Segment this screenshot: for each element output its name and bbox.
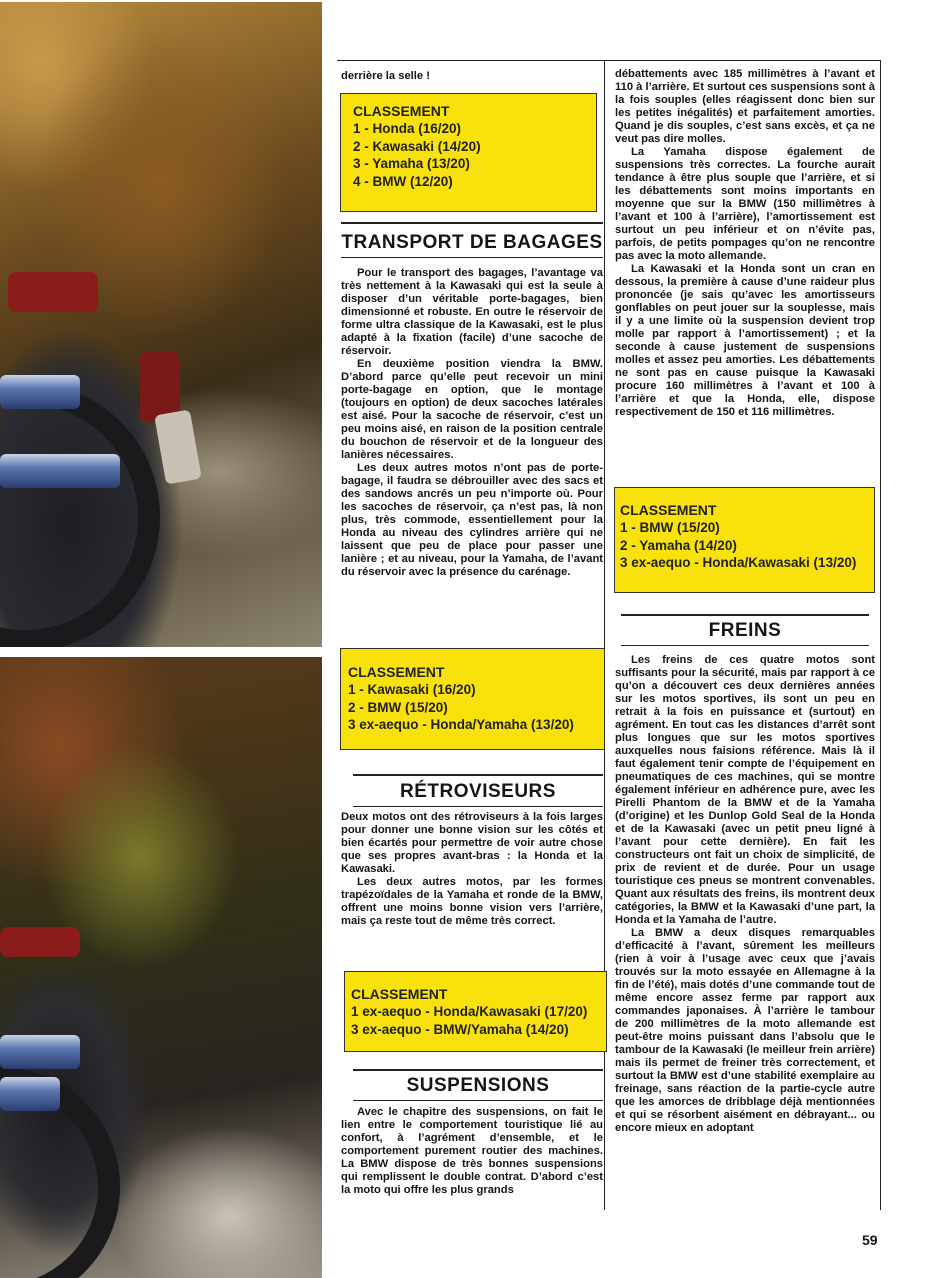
classement-title: CLASSEMENT (353, 103, 450, 119)
heading-text: TRANSPORT DE BAGAGES (341, 231, 603, 253)
ranking-item: 4 - BMW (12/20) (353, 173, 453, 189)
paragraph: La BMW a deux disques remarquables d’efficacité à l’avant, sûrement les meilleurs (rien à voir à l’usage avec ceux que j’avais trouvés sur la moto essayée en Allemagne à la fin de l’été), mais dotés d’une commande tout de même encore assez ferme par rapport aux commandes japonaises. À l’arrière le tambour de 200 millimètres de la moto allemande est peut-être moins puissant dans l’absolu que le tambour de la Kawasaki (le meilleur frein arrière) mais ils permet de freiner très correctement, et surtout la BMW est d’une stabilité exemplaire au freinage, sans réaction de la partie-cycle autre que les amorces de dribblage déjà mentionnées et qui se résorbent aisément en débrayant... ou encore mieux en adoptant (615, 927, 875, 1134)
ranking-item: 2 - Yamaha (14/20) (620, 537, 737, 553)
motorcycle-photo-top (0, 2, 322, 647)
fairing-part (0, 927, 80, 957)
section-heading-retroviseurs (353, 774, 603, 807)
rear-wheel (0, 382, 160, 647)
page-number: 59 (862, 1232, 878, 1248)
exhaust-upper (0, 375, 80, 409)
heading-rule (353, 806, 603, 808)
freins-body (615, 654, 875, 1135)
ranking-item: 3 ex-aequo - Honda/Kawasaki (13/20) (620, 555, 857, 570)
paragraph: Pour le transport des bagages, l’avantage va très nettement à la Kawasaki qui est la seule à disposer d’un véritable porte-bagages, bien dimensionné et robuste. En outre le réservoir de forme ultra classique de la Kawasaki, est le plus adapté à la fixation (facile) d’une sacoche de réservoir. (341, 267, 603, 357)
exhaust-upper (0, 1035, 80, 1069)
top-rule (337, 60, 880, 61)
classement-title: CLASSEMENT (351, 986, 448, 1002)
classement-box-1 (340, 93, 597, 212)
heading-text: FREINS (708, 619, 782, 641)
transport-body (341, 267, 603, 579)
exhaust-lower (0, 1077, 60, 1111)
ranking-item: 1 - Kawasaki (16/20) (348, 682, 476, 697)
fairing-part (8, 272, 98, 312)
license-plate-light (154, 409, 202, 484)
intro-text: derrière la selle ! (341, 70, 430, 82)
paragraph: La Kawasaki et la Honda sont un cran en dessous, la première à cause d’une raideur plus prononcée (je sais qu’avec les amortisseurs gonflables on peut jouer sur la souplesse, mais il y a une limite où la suspension devient trop molle par rapport à l’amortissement) ; et la seconde à cause justement de suspensions molles et assez peu amorties. Les débattements ne sont pas en cause puisque la Kawasaki procure 160 millimètres à l’avant et 100 à l’arrière et que la Honda, elle, dispose respectivement de 150 et 116 millimètres. (615, 263, 875, 418)
ranking-item: 3 ex-aequo - Honda/Yamaha (13/20) (348, 717, 574, 732)
classement-title: CLASSEMENT (348, 664, 445, 680)
paragraph: En deuxième position viendra la BMW. D’abord parce qu’elle peut recevoir un mini porte-bagage en option, que le montage (toujours en option) de deux sacoches latérales est aisé. Pour la sacoche de réservoir, c’est un peu moins aisé, en raison de la position centrale du bouchon de réservoir et de la longueur des lanières nécessaires. (341, 358, 603, 461)
ranking-item: 3 - Yamaha (13/20) (353, 156, 470, 171)
ranking-item: 1 ex-aequo - Honda/Kawasaki (17/20) (351, 1004, 588, 1019)
suspensions-body (341, 1106, 603, 1197)
paragraph: Avec le chapitre des suspensions, on fait le lien entre le comportement touristique lié au confort, à l’agrément d’ensemble, et le comportement purement routier des machines. La BMW dispose de très bonnes suspensions qui remplissent le double contrat. D’abord c’est la moto qui offre les plus grands (341, 1106, 603, 1196)
classement-title: CLASSEMENT (620, 502, 717, 518)
section-heading-transport (341, 222, 603, 258)
ranking-item: 1 - BMW (15/20) (620, 520, 720, 535)
heading-text: SUSPENSIONS (406, 1074, 550, 1096)
paragraph: Les freins de ces quatre motos sont suffisants pour la sécurité, mais par rapport à ce qu’on a découvert ces deux dernières années sur les motos sportives, ils sont un peu en retrait à la fois en puissance et (surtout) en agrément. En tout cas les distances d’arrêt sont plus longues que sur les motos sportives auxquelles nous faisions référence. Mais là il faut également tenir compte de l’équipement en pneumatiques de ces machines, qui se montre également inférieur en adhérence pure, avec les Pirelli Phantom de la BMW et de la Yamaha (d’origine) et les Dunlop Gold Seal de la Honda et de la Kawasaki (avec un petit pneu ligné à l’avant pour cette dernière). En fait les constructeurs ont fait un choix de simplicité, de prix de revient et de durée. Pour un usage touristique ces pneus se montrent convenables. Quant aux résultats des freins, ils montrent deux catégories, la BMW et la Kawasaki d’une part, la Honda et la Yamaha de l’autre. (615, 654, 875, 926)
paragraph: Deux motos ont des rétroviseurs à la fois larges pour donner une bonne vision sur les côtés et bien écartés pour permettre de voir autre chose que ses propres avant-bras : la Honda et la Kawasaki. (341, 811, 603, 875)
right-border (880, 60, 881, 1210)
suspensions-continued (615, 68, 875, 419)
classement-box-2 (340, 648, 605, 750)
ranking-item: 3 ex-aequo - BMW/Yamaha (14/20) (351, 1021, 569, 1037)
heading-rule (341, 257, 603, 259)
ranking-item: 1 - Honda (16/20) (353, 121, 462, 136)
ranking-item: 2 - BMW (15/20) (348, 699, 448, 715)
ranking-item: 2 - Kawasaki (14/20) (353, 138, 481, 154)
exhaust-lower (0, 454, 120, 488)
section-heading-freins (621, 614, 869, 646)
paragraph: débattements avec 185 millimètres à l’avant et 110 à l’arrière. Et surtout ces suspensions sont à la fois souples (elles réagissent donc bien sur les petites inégalités) et parfaitement amorties. Quand je dis souples, c’est sans excès, et ça ne veut pas dire molles. (615, 68, 875, 145)
retro-body (341, 811, 603, 928)
paragraph: Les deux autres motos n’ont pas de porte-bagage, il faudra se débrouiller avec des sacs et des sandows ancrés un peu n’importe où. Pour les sacoches de réservoir, ça n’est pas, là non plus, très commode, essentiellement pour la Honda au niveau des cylindres arrière qui ne laissent que peu de place pour passer une lanière ; et au niveau, pour la Yamaha, de l’avant du réservoir avec la présence du carénage. (341, 462, 603, 578)
heading-text: RÉTROVISEURS (400, 780, 556, 802)
paragraph: La Yamaha dispose également de suspensions très correctes. La fourche aurait tendance à être plus souple que l’arrière, et si les débattements sont moins importants en moyenne que sur la BMW (150 millimètres à l’avant et 100 à l’arrière), l’amortissement est surtout un peu inférieur et on n’évite pas, parfois, de petits pompages qu’on ne rencontre pas avec la moto allemande. (615, 146, 875, 262)
paragraph: Les deux autres motos, par les formes trapézoïdales de la Yamaha et ronde de la BMW, offrent une moins bonne vision vers l’arrière, mais ça reste tout de même très correct. (341, 876, 603, 927)
heading-rule (621, 645, 869, 647)
section-heading-suspensions (353, 1069, 603, 1101)
intro-line (341, 70, 603, 83)
heading-rule (353, 1100, 603, 1102)
motorcycle-photo-bottom (0, 657, 322, 1278)
classement-box-4 (614, 487, 875, 593)
classement-box-3 (344, 971, 607, 1052)
